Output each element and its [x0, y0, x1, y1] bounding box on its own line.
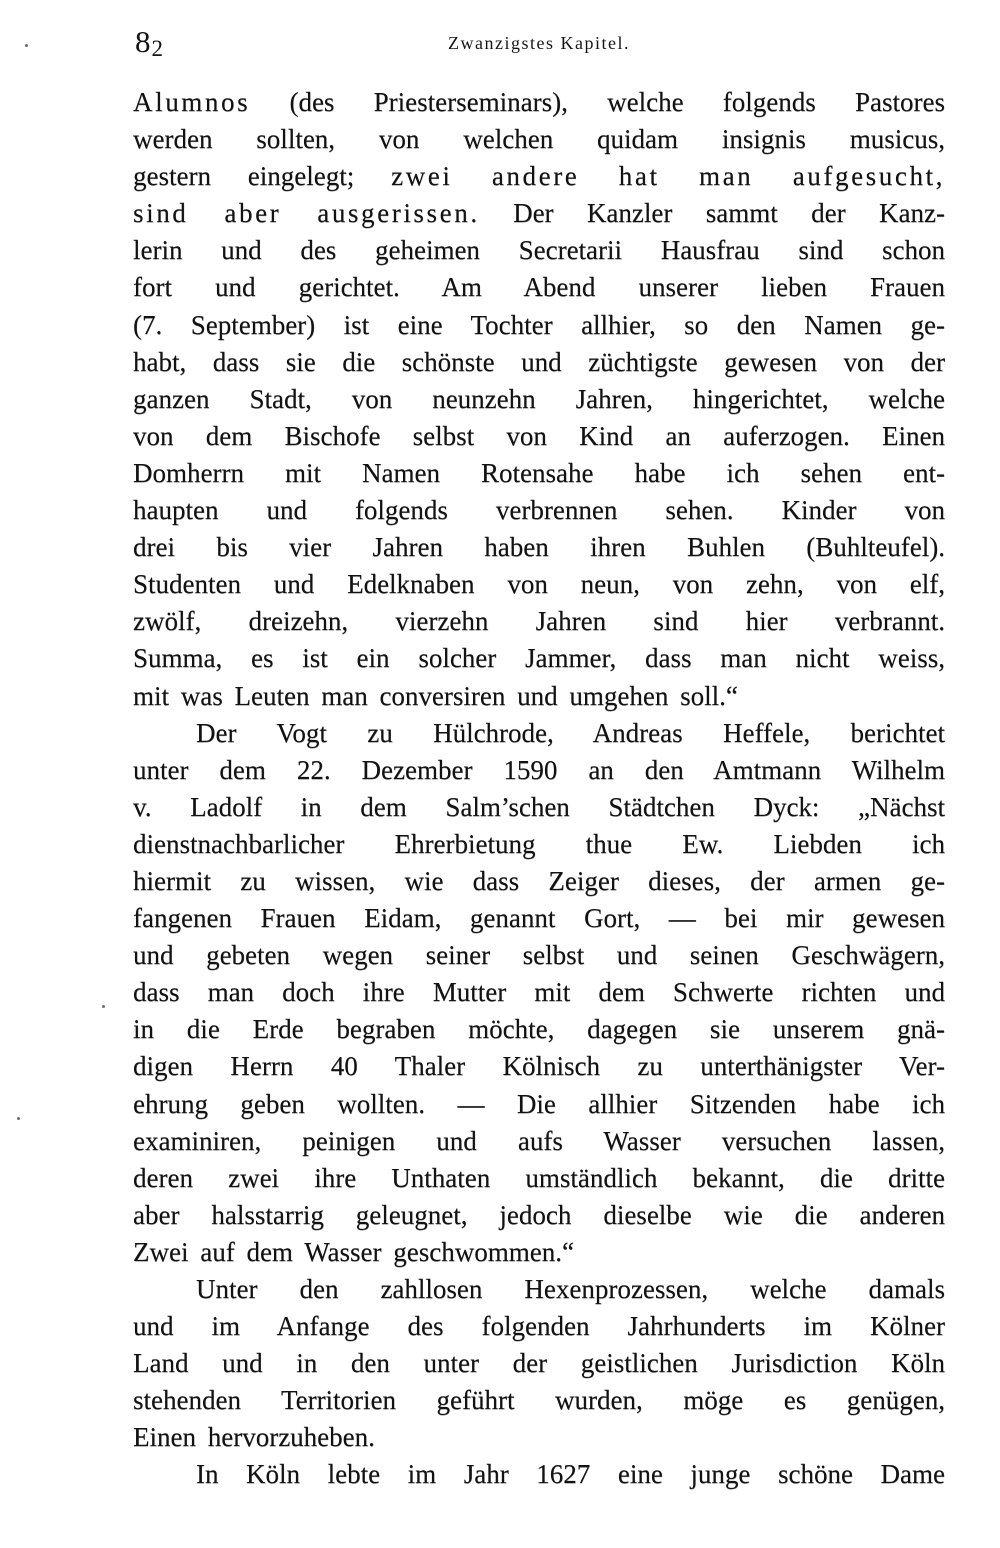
- text-segment: von dem Bischofe selbst von Kind an auferzogen. Einen: [133, 420, 945, 451]
- text-line: [133, 1234, 945, 1271]
- text-segment: fort und gerichtet. Am Abend unserer lieben Frauen: [133, 272, 945, 303]
- scan-speck: [17, 1117, 20, 1120]
- text-segment: stehenden Territorien geführt wurden, möge es genügen,: [133, 1385, 945, 1416]
- text-line: [133, 1345, 945, 1382]
- paragraph: [133, 84, 945, 715]
- letterspaced-emphasis: Alumnos: [133, 87, 251, 117]
- text-segment: examiniren, peinigen und aufs Wasser versuchen lassen,: [133, 1125, 945, 1156]
- text-line: [133, 640, 945, 677]
- scan-speck: [102, 1005, 105, 1008]
- text-segment: deren zwei ihre Unthaten umständlich bekannt, die dritte: [133, 1162, 945, 1193]
- text-segment: und im Anfange des folgenden Jahrhunderts im Kölner: [133, 1311, 945, 1342]
- letterspaced-emphasis: sind aber ausgerissen.: [133, 198, 480, 229]
- text-segment: ganzen Stadt, von neunzehn Jahren, hingerichtet, welche: [133, 383, 945, 414]
- text-segment: Der Vogt zu Hülchrode, Andreas Heffele, berichtet: [196, 717, 945, 748]
- text-segment: in die Erde begraben möchte, dagegen sie unserem gnä-: [133, 1014, 945, 1045]
- text-segment: (des Priesterseminars), welche folgends Pastores: [250, 87, 945, 117]
- text-line: [133, 863, 945, 900]
- text-line: [133, 937, 945, 974]
- text-line: [133, 1123, 945, 1160]
- text-segment: Der Kanzler sammt der Kanz-: [479, 198, 945, 229]
- text-segment: Unter den zahllosen Hexenprozessen, welche damals: [196, 1274, 945, 1304]
- text-segment: ehrung geben wollten. — Die allhier Sitzenden habe ich: [133, 1088, 945, 1119]
- text-segment: dass man doch ihre Mutter mit dem Schwerte richten und: [133, 977, 945, 1008]
- text-line: [133, 678, 945, 715]
- text-segment: fangenen Frauen Eidam, genannt Gort, — bei mir gewesen: [133, 903, 945, 934]
- text-segment: zwölf, dreizehn, vierzehn Jahren sind hier verbrannt.: [133, 606, 945, 637]
- text-line: [133, 603, 945, 640]
- text-line: [133, 158, 945, 195]
- text-line: [133, 84, 945, 121]
- text-segment: lerin und des geheimen Secretarii Hausfrau sind schon: [133, 235, 945, 266]
- text-line: [133, 715, 945, 752]
- text-segment: Zwei auf dem Wasser geschwommen.“: [133, 1236, 574, 1267]
- text-segment: werden sollten, von welchen quidam insignis musicus,: [133, 124, 945, 155]
- text-line: [133, 974, 945, 1011]
- text-segment: unter dem 22. Dezember 1590 an den Amtmann Wilhelm: [133, 754, 945, 785]
- text-segment: Einen hervorzuheben.: [133, 1422, 375, 1453]
- text-line: [133, 1048, 945, 1085]
- text-segment: mit was Leuten man conversiren und umgehen soll.“: [133, 680, 738, 711]
- text-line: [133, 269, 945, 306]
- text-line: [133, 566, 945, 603]
- scan-speck: [25, 44, 28, 47]
- text-segment: dienstnachbarlicher Ehrerbietung thue Ew. Liebden ich: [133, 828, 945, 859]
- page-number-digit: 2: [151, 36, 164, 61]
- text-segment: drei bis vier Jahren haben ihren Buhlen (Buhlteufel).: [133, 532, 945, 563]
- text-segment: haupten und folgends verbrennen sehen. Kinder von: [133, 495, 945, 526]
- text-line: [133, 1011, 945, 1048]
- letterspaced-emphasis: zwei andere hat man aufgesucht,: [391, 161, 945, 192]
- text-segment: Summa, es ist ein solcher Jammer, dass man nicht weiss,: [133, 643, 945, 674]
- page-header: [133, 22, 945, 66]
- text-segment: aber halsstarrig geleugnet, jedoch dieselbe wie die anderen: [133, 1199, 945, 1230]
- text-line: [133, 1086, 945, 1123]
- text-line: [133, 307, 945, 344]
- text-line: [133, 1308, 945, 1345]
- page-number-digit: 8: [135, 24, 152, 59]
- paragraph: [133, 715, 945, 1271]
- text-segment: Domherrn mit Namen Rotensahe habe ich sehen ent-: [133, 457, 945, 488]
- text-line: [133, 826, 945, 863]
- chapter-title: Zwanzigstes Kapitel.: [448, 33, 630, 53]
- text-segment: (7. September) ist eine Tochter allhier, so den Namen ge-: [133, 309, 945, 340]
- text-line: [133, 1456, 945, 1493]
- text-segment: Land und in den unter der geistlichen Jurisdiction Köln: [133, 1348, 945, 1379]
- text-segment: hiermit zu wissen, wie dass Zeiger dieses, der armen ge-: [133, 865, 945, 896]
- text-line: [133, 789, 945, 826]
- paragraph: [133, 1271, 945, 1456]
- text-line: [133, 232, 945, 269]
- text-line: [133, 1419, 945, 1456]
- text-block: [133, 84, 945, 1494]
- paragraph: [133, 1456, 945, 1493]
- text-line: [133, 381, 945, 418]
- text-line: [133, 1160, 945, 1197]
- text-line: [133, 121, 945, 158]
- text-line: [133, 344, 945, 381]
- text-segment: Studenten und Edelknaben von neun, von zehn, von elf,: [133, 569, 945, 600]
- text-line: [133, 1197, 945, 1234]
- text-line: [133, 455, 945, 492]
- text-segment: v. Ladolf in dem Salm’schen Städtchen Dyck: „Nächst: [133, 791, 945, 822]
- text-line: [133, 900, 945, 937]
- text-segment: habt, dass sie die schönste und züchtigste gewesen von der: [133, 346, 945, 377]
- text-line: [133, 1271, 945, 1308]
- text-line: [133, 492, 945, 529]
- text-line: [133, 418, 945, 455]
- text-segment: digen Herrn 40 Thaler Kölnisch zu unterthänigster Ver-: [133, 1051, 945, 1082]
- text-segment: gestern eingelegt;: [133, 161, 392, 192]
- text-segment: In Köln lebte im Jahr 1627 eine junge schöne Dame: [196, 1459, 945, 1490]
- text-line: [133, 195, 945, 232]
- text-line: [133, 529, 945, 566]
- text-line: [133, 1382, 945, 1419]
- text-line: [133, 752, 945, 789]
- text-segment: und gebeten wegen seiner selbst und seinen Geschwägern,: [133, 940, 945, 971]
